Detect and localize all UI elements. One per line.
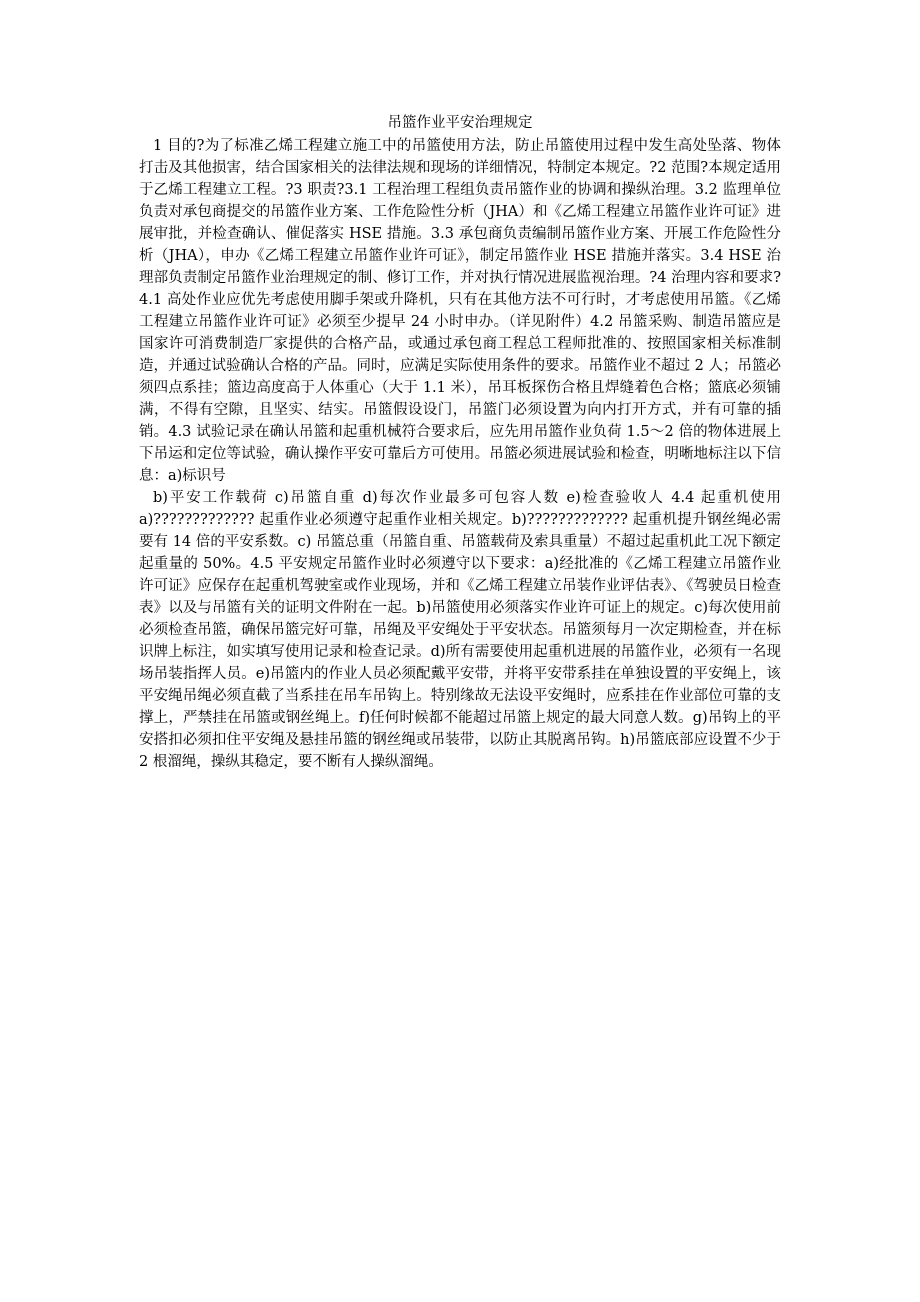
document-title: 吊篮作业平安治理规定 xyxy=(387,115,533,131)
body-paragraph-2: b)平安工作载荷 c)吊篮自重 d)每次作业最多可包容人数 e)检查验收人 4.4 起重机使用 a)????????????? 起重作业必须遵守起重作业相关规定。b)????????????? 起重机提升钢丝绳必需要有 14 倍的平安系数。c) 吊篮总重（吊篮自重、吊篮载荷及索具重量）不超过起重机此工况下额定起重量的 50%。4.5 平安规定吊篮作业时必须遵守以下要求：a)经批准的《乙烯工程建立吊篮作业许可证》应保存在起重机驾驶室或作业现场，并和《乙烯工程建立吊装作业评估表》、《驾驶员日检查表》以及与吊篮有关的证明文件附在一起。b)吊篮使用必须落实作业许可证上的规定。c)每次使用前必须检查吊篮，确保吊篮完好可靠，吊绳及平安绳处于平安状态。吊篮须每月一次定期检查，并在标识牌上标注，如实填写使用记录和检查记录。d)所有需要使用起重机进展的吊篮作业，必须有一名现场吊装指挥人员。e)吊篮内的作业人员必须配戴平安带，并将平安带系挂在单独设置的平安绳上，该平安绳吊绳必须直截了当系挂在吊车吊钩上。特别缘故无法设平安绳时，应系挂在作业部位可靠的支撑上，严禁挂在吊篮或钢丝绳上。f)任何时候都不能超过吊篮上规定的最大同意人数。g)吊钩上的平安搭扣必须扣住平安绳及悬挂吊篮的钢丝绳或吊装带，以防止其脱离吊钩。h)吊篮底部应设置不少于 2 根溜绳，操纵其稳定，要不断有人操纵溜绳。 xyxy=(139,490,781,770)
document-page xyxy=(139,112,781,773)
body-paragraph-1: 1 目的?为了标准乙烯工程建立施工中的吊篮使用方法，防止吊篮使用过程中发生高处坠落、物体打击及其他损害，结合国家相关的法律法规和现场的详细情况，特制定本规定。?2 范围?本规定适用于乙烯工程建立工程。?3 职责?3.1 工程治理工程组负责吊篮作业的协调和操纵治理。3.2 监理单位负责对承包商提交的吊篮作业方案、工作危险性分析（JHA）和《乙烯工程建立吊篮作业许可证》进展审批，并检查确认、催促落实 HSE 措施。3.3 承包商负责编制吊篮作业方案、开展工作危险性分析（JHA），申办《乙烯工程建立吊篮作业许可证》，制定吊篮作业 HSE 措施并落实。3.4 HSE 治理部负责制定吊篮作业治理规定的制、修订工作，并对执行情况进展监视治理。?4 治理内容和要求?4.1 高处作业应优先考虑使用脚手架或升降机，只有在其他方法不可行时，才考虑使用吊篮。《乙烯工程建立吊篮作业许可证》必须至少提早 24 小时申办。（详见附件）4.2 吊篮采购、制造吊篮应是国家许可消费制造厂家提供的合格产品，或通过承包商工程总工程师批准的、按照国家相关标准制造，并通过试验确认合格的产品。同时，应满足实际使用条件的要求。吊篮作业不超过 2 人；吊篮必须四点系挂；篮边高度高于人体重心（大于 1.1 米），吊耳板探伤合格且焊缝着色合格；篮底必须铺满，不得有空隙，且坚实、结实。吊篮假设设门，吊篮门必须设置为向内打开方式，并有可靠的插销。4.3 试验记录在确认吊篮和起重机械符合要求后，应先用吊篮作业负荷 1.5～2 倍的物体进展上下吊运和定位等试验，确认操作平安可靠后方可使用。吊篮必须进展试验和检查，明晰地标注以下信息：a)标识号 xyxy=(139,138,781,484)
